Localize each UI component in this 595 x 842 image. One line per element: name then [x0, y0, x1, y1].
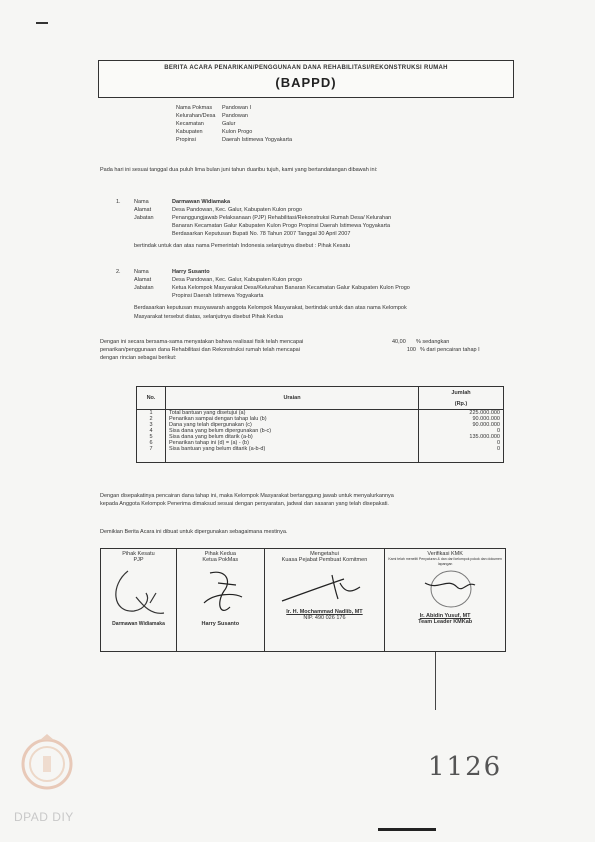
handwritten-number: 1126 [428, 752, 503, 782]
signature-mark [395, 567, 495, 613]
closing-statement: Demikian Berita Acara ini dibuat untuk dipergunakan sebagaimana mestinya. [100, 529, 288, 535]
signature-cell: Pihak Kesatu PJP Darmawan Widiamaka [101, 549, 177, 652]
party-two: 2. Nama Harry Susanto Alamat Desa Pandowan, Kec. Galur, Kabupaten Kulon progo Jabatan Ketua Kelompok Masyarakat Desa/Kelurahan Banaran Kecamatan Galur Kabupaten Kulon Progo Propinsi Daerah Istimewa Yogyakarta [116, 269, 410, 299]
col-amount-unit: (Rp.) [419, 398, 504, 410]
signature-mark [190, 563, 250, 621]
document-title: BERITA ACARA PENARIKAN/PENGGUNAAN DANA REHABILITASI/REKONSTRUKSI RUMAH [164, 65, 448, 71]
col-no: No. [137, 387, 166, 410]
signature-cell: Pihak Kedua Ketua PokMas Harry Susanto [176, 549, 264, 652]
table-row: 1 Total bantuan yang disetujui (a) 225.000.000 [137, 410, 504, 417]
pen-stroke [435, 652, 436, 710]
party-two-closing-2: Masyarakat tersebut diatas, selanjutnya disebut Pihak Kedua [134, 314, 283, 320]
location-row: Kabupaten Kulon Progo [176, 129, 253, 135]
table-row: 3 Dana yang telah dipergunakan (c) 90.000.000 [137, 422, 504, 428]
location-row: Kelurahan/Desa Pandowan [176, 113, 248, 119]
header-box [98, 60, 514, 98]
table-row: 7 Sisa bantuan yang belum ditarik (a-b-d) 0 [137, 446, 504, 463]
location-info [176, 104, 292, 144]
location-row: Kecamatan Galur [176, 121, 236, 127]
table-row: 6 Penarikan tahap ini (d) = (a) - (b) 0 [137, 440, 504, 446]
table-row: 4 Sisa dana yang belum dipergunakan (b-c) 0 [137, 428, 504, 434]
location-row: Propinsi Daerah Istimewa Yogyakarta [176, 137, 293, 143]
closing-paragraph: Dengan disepakatinya pencairan dana tahap ini, maka Kelompok Masyarakat bertanggung jawab untuk menyalurkannya kepada Anggota Kelompok Penerima dimaksud sesuai dengan persyaratan, jadwal dan sasaran yang telah disepakati. [100, 493, 394, 507]
location-row: Nama Pokmas Pandowan I [176, 105, 252, 111]
table-row: 5 Sisa dana yang belum ditarik (a-b) 135.000.000 [137, 434, 504, 440]
signature-cell: Mengetahui Kuasa Pejabat Pembuat Komitmen Ir. H. Mochammad Nadlib, MT NIP. 490 026 176 [264, 549, 385, 652]
corner-mark [36, 22, 48, 24]
percent-fund: 100 [406, 347, 416, 353]
col-description: Uraian [166, 387, 419, 410]
table-row: 2 Penarikan sampai dengan tahap lalu (b) 90.000.000 [137, 416, 504, 422]
bottom-bar [378, 828, 436, 831]
statement-text: Dengan ini secara bersama-sama menyatakan bahwa realisasi fisik telah mencapai penarikan/penggunaan dana Rehabilitasi dan Rekonstruksi rumah telah mencapai dengan rincian sebagai berikut: [100, 339, 304, 361]
party-one-closing: bertindak untuk dan atas nama Pemerintah Indonesia selanjutnya disebut : Pihak Kesatu [134, 243, 351, 249]
dpad-emblem-icon [18, 732, 76, 794]
party-one: 1. Nama Darmawan Widiamaka Alamat Desa Pandowan, Kec. Galur, Kabupaten Kulon progo Jabatan Penanggungjawab Pelaksanaan (PJP) Rehabilitasi/Rekonstruksi Rumah Desa/ Kelurahan Banaran Kecamatan Galur Kabupaten Kulon Progo Propinsi Daerah Istimewa Yogyakarta Berdasarkan Keputusan Bupati No. 78 Tahun 2007 Tanggal 30 April 2007 [116, 199, 392, 237]
signature-table [100, 548, 506, 652]
document-abbreviation: (BAPPD) [275, 75, 337, 90]
party-two-closing-1: Berdasarkan keputusan musyawarah anggota Kelompok Masyarakat, bertindak untuk dan atas nama Kelompok [134, 305, 407, 311]
signature-mark [106, 563, 170, 621]
signature-cell: Verifikasi KMK Kami telah meneliti Penyaluran & dan dari kelompok pokok dan dokumen lapangan Ir. Abidin Yusuf, MT Team Leader KMKab [385, 549, 506, 652]
intro-text: Pada hari ini sesuai tanggal dua puluh lima bulan juni tahun duaribu tujuh, kami yang bertandatangan dibawah ini: [100, 167, 378, 173]
fund-table [136, 386, 504, 463]
col-amount: Jumlah [419, 387, 504, 399]
statement-percentages: 40,00 % sedangkan 100 % dari pencairan tahap I [392, 339, 480, 353]
percent-physical: 40,00 [392, 339, 406, 345]
watermark-text: DPAD DIY [14, 810, 74, 824]
signature-mark [274, 563, 374, 609]
